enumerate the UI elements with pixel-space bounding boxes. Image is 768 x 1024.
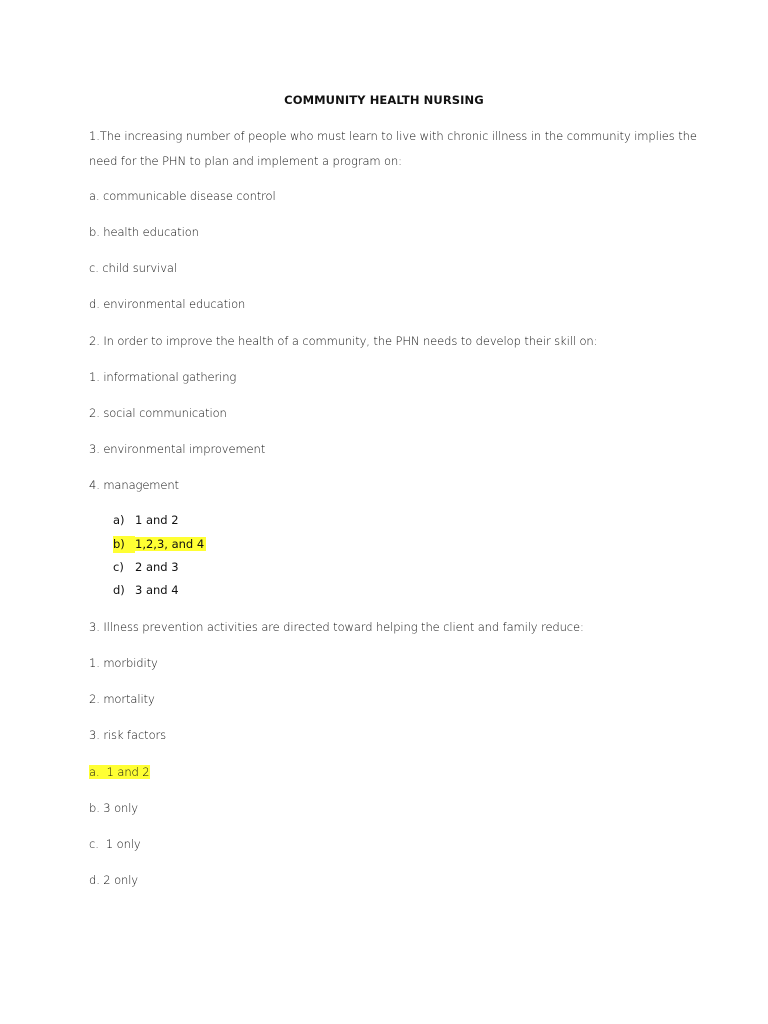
question-1-stem-line-2: need for the PHN to plan and implement a program on: xyxy=(89,154,402,168)
question-3-choice-d: d. 2 only xyxy=(89,873,139,887)
question-3-item-1: 1. morbidity xyxy=(89,656,158,670)
question-1-option-b: b. health education xyxy=(89,225,199,239)
question-2-item-4: 4. management xyxy=(89,478,179,492)
question-3-choice-c: c. 1 only xyxy=(89,837,141,851)
question-2-choice-b-highlighted xyxy=(113,536,206,553)
question-3-choice-a-highlighted xyxy=(89,764,150,780)
choice-label: b) xyxy=(113,536,135,553)
choice-label: d) xyxy=(113,583,125,597)
question-2-choice-d xyxy=(113,582,179,599)
choice-text: 2 and 3 xyxy=(135,560,179,574)
question-1-stem-line-1: 1.The increasing number of people who must learn to live with chronic illness in the community implies the xyxy=(89,129,697,143)
question-2-choice-c xyxy=(113,559,179,576)
choice-text: 1 and 2 xyxy=(135,513,179,527)
question-2-choice-a xyxy=(113,512,179,529)
question-3-item-3: 3. risk factors xyxy=(89,728,167,742)
question-1-option-d: d. environmental education xyxy=(89,297,246,311)
question-1-option-a: a. communicable disease control xyxy=(89,189,276,203)
choice-text: 3 and 4 xyxy=(135,583,179,597)
question-3-stem: 3. Illness prevention activities are directed toward helping the client and family reduce: xyxy=(89,620,584,634)
choice-text: 1,2,3, and 4 xyxy=(135,537,205,551)
document-title: COMMUNITY HEALTH NURSING xyxy=(284,93,484,107)
choice-label: c) xyxy=(113,560,124,574)
question-2-item-3: 3. environmental improvement xyxy=(89,442,266,456)
question-2-item-2: 2. social communication xyxy=(89,406,227,420)
choice-label: a) xyxy=(113,513,125,527)
choice-text: a. 1 and 2 xyxy=(89,765,150,779)
question-3-item-2: 2. mortality xyxy=(89,692,155,706)
question-1-option-c: c. child survival xyxy=(89,261,177,275)
question-2-item-1: 1. informational gathering xyxy=(89,370,237,384)
question-3-choice-b: b. 3 only xyxy=(89,801,139,815)
question-2-stem: 2. In order to improve the health of a community, the PHN needs to develop their skill on: xyxy=(89,334,598,348)
